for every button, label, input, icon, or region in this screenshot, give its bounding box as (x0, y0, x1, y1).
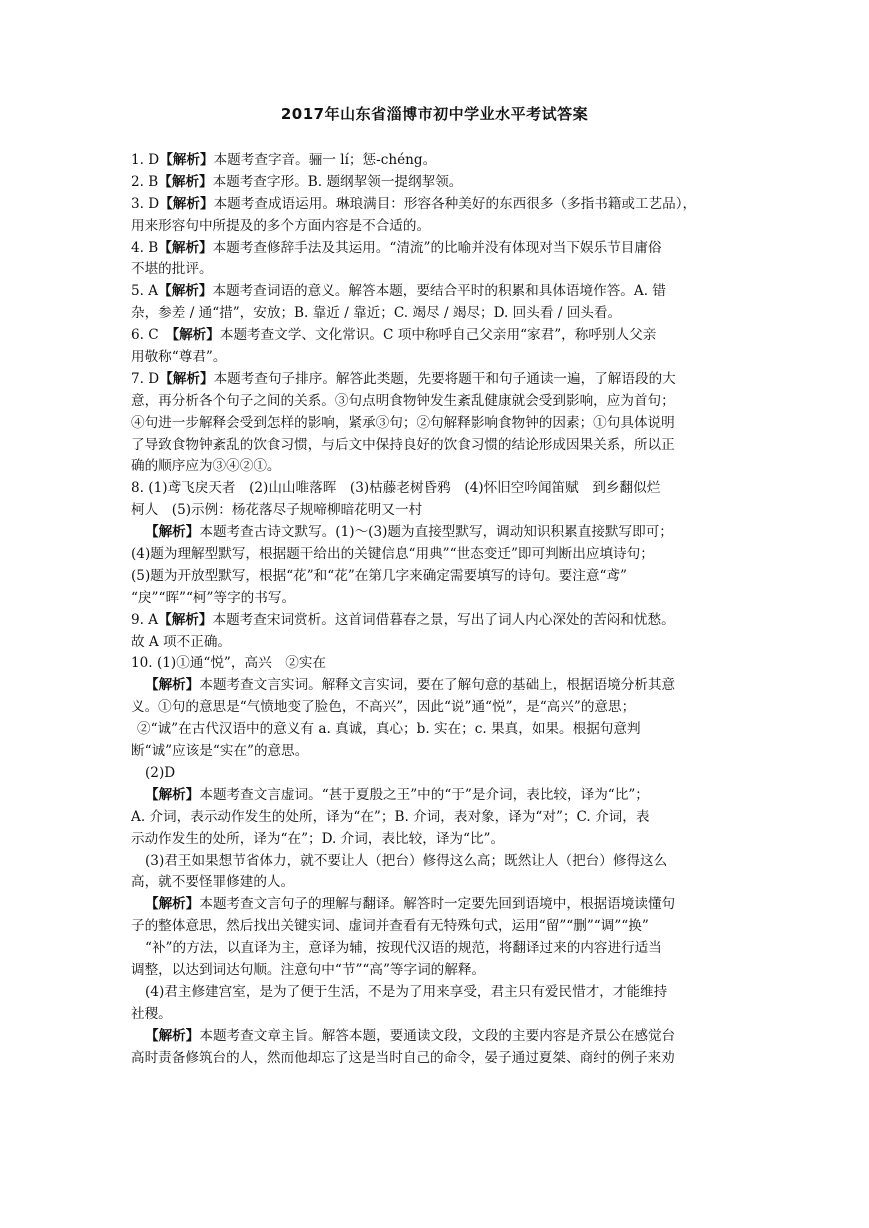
text-line (131, 719, 742, 741)
text-line (131, 478, 742, 500)
line-text: 不堪的批评。 (131, 261, 213, 278)
line-text: 了导致食物钟紊乱的饮食习惯，与后文中保持良好的饮食习惯的结论形成因果关系，所以正 (131, 436, 675, 453)
text-line (131, 785, 742, 807)
answer-body (131, 150, 742, 1069)
line-text: 本题考查句子排序。解答此类题，先要将题干和句子通读一遍，了解语段的大 (213, 370, 676, 387)
text-line (131, 653, 742, 675)
line-text: 本题考查文章主旨。解答本题，要通读文段，文段的主要内容是齐景公在感觉台 (199, 1027, 676, 1044)
line-text: 本题考查字形。B. 题纲挈领一提纲挈领。 (212, 173, 463, 190)
line-text: 意，再分析各个句子之间的关系。③句点明食物钟发生紊乱健康就会受到影响，应为首句； (131, 392, 675, 409)
text-line (131, 697, 742, 719)
page-title: 2017年山东省淄博市初中学业水平考试答案 (280, 105, 589, 123)
text-line (131, 500, 742, 522)
text-line (131, 1026, 742, 1048)
text-line (131, 675, 742, 697)
text-line (131, 807, 742, 829)
line-text: 本题考查修辞手法及其运用。“清流”的比喻并没有体现对当下娱乐节目庸俗 (212, 239, 662, 256)
text-line (131, 632, 742, 654)
question-number: 4. B (131, 239, 159, 256)
text-line (131, 894, 742, 916)
text-line (131, 216, 742, 238)
analysis-tag: 【解析】 (158, 173, 213, 190)
text-line (131, 741, 742, 763)
analysis-tag: 【解析】 (172, 327, 220, 344)
line-text: “戾”“晖”“柯”等字的书写。 (131, 589, 296, 606)
text-line (131, 281, 742, 303)
line-text: 用敬称“尊君”。 (131, 349, 227, 366)
analysis-tag: 【解析】 (158, 611, 213, 628)
text-line (131, 982, 742, 1004)
question-number: 7. D (131, 370, 160, 387)
line-text: 义。①句的意思是“气愤地变了脸色，不高兴”，因此“说”通“悦”，是“高兴”的意思； (131, 699, 636, 716)
analysis-tag: 【解析】 (145, 896, 200, 913)
line-text: 子的整体意思，然后找出关键实词、虚词并查看有无特殊句式，运用“留”“删”“调”“换” (131, 918, 649, 935)
text-line (131, 194, 742, 216)
line-text: 本题考查词语的意义。解答本题，要结合平时的积累和具体语境作答。A. 错 (212, 283, 666, 300)
line-text: (4)君主修建宫室，是为了便于生活，不是为了用来享受，君主只有爱民惜才，才能维持 (145, 983, 668, 1000)
text-line (131, 851, 742, 873)
text-line (131, 522, 742, 544)
line-text: 本题考查字音。骊一 lí；惩-chéng。 (213, 152, 437, 168)
line-text: 确的顺序应为③④②①。 (131, 458, 281, 475)
text-line (131, 413, 742, 435)
analysis-tag: 【解析】 (158, 239, 213, 256)
question-number: 3. D (131, 195, 160, 212)
line-text: (3)君王如果想节省体力，就不要让人（把台）修得这么高；既然让人（把台）修得这么 (145, 852, 668, 869)
line-text: 本题考查文言实词。解释文言实词，要在了解句意的基础上，根据语境分析其意 (199, 677, 676, 694)
line-text: 高时责备修筑台的人，然而他却忘了这是当时自己的命令，晏子通过夏桀、商纣的例子来劝 (131, 1049, 675, 1066)
line-text: “补”的方法，以直译为主，意译为辅，按现代汉语的规范，将翻译过来的内容进行适当 (145, 940, 662, 957)
text-line (131, 391, 742, 413)
line-text: 10. (1)①通“悦”，高兴 ②实在 (131, 655, 327, 672)
line-text: 社稷。 (131, 1005, 172, 1022)
text-line (131, 610, 742, 632)
line-text: 本题考查成语运用。琳琅满目：形容各种美好的东西很多（多指书籍或工艺品）， (213, 195, 697, 212)
question-number: 5. A (131, 283, 159, 300)
text-line (131, 259, 742, 281)
text-line (131, 150, 742, 172)
text-line (131, 1004, 742, 1026)
line-text: ②“诚”在古代汉语中的意义有 a. 真诚，真心；b. 实在；c. 果真，如果。根据句意判 (137, 721, 641, 738)
line-text: 本题考查宋词赏析。这首词借暮春之景，写出了词人内心深处的苦闷和忧愁。 (212, 611, 675, 628)
line-text: 示动作发生的处所，译为“在”；D. 介词，表比较，译为“比”。 (131, 830, 505, 847)
question-number: 9. A (131, 611, 159, 628)
analysis-tag: 【解析】 (158, 283, 213, 300)
line-text: 故 A 项不正确。 (131, 633, 232, 650)
question-number: 2. B (131, 173, 159, 190)
analysis-tag: 【解析】 (145, 786, 200, 803)
text-line (131, 960, 742, 982)
analysis-tag: 【解析】 (145, 1027, 200, 1044)
line-text: 调整，以达到词达句顺。注意句中“节”“高”等字词的解释。 (131, 961, 486, 978)
text-line (131, 435, 742, 457)
text-line (131, 1048, 742, 1070)
text-line (131, 938, 742, 960)
text-line (131, 172, 742, 194)
text-line (131, 763, 742, 785)
text-line (131, 588, 742, 610)
text-line (131, 347, 742, 369)
line-text: 本题考查古诗文默写。(1)～(3)题为直接型默写，调动知识积累直接默写即可； (199, 524, 673, 541)
question-number: 6. C (131, 327, 173, 344)
text-line (131, 238, 742, 260)
line-text: 用来形容句中所提及的多个方面内容是不合适的。 (131, 217, 431, 234)
line-text: 柯人 (5)示例：杨花落尽子规啼柳暗花明又一村 (131, 502, 423, 519)
text-line (131, 916, 742, 938)
text-line (131, 544, 742, 566)
line-text: (4)题为理解型默写，根据题干给出的关键信息“用典”“世态变迁”即可判断出应填诗句； (131, 546, 654, 563)
line-text: 高，就不要怪罪修建的人。 (131, 874, 295, 891)
analysis-tag: 【解析】 (159, 152, 214, 168)
line-text: (2)D (145, 764, 176, 781)
analysis-tag: 【解析】 (159, 195, 214, 212)
line-text: (5)题为开放型默写，根据“花”和“花”在第几字来确定需要填写的诗句。要注意“鸢” (131, 567, 627, 584)
question-number: 1. D (131, 152, 160, 168)
line-text: ④句进一步解释会受到怎样的影响，紧承③句；②句解释影响食物钟的因素；①句具体说明 (131, 414, 675, 431)
line-text: 本题考查文学、文化常识。C 项中称呼自己父亲用“家君”，称呼别人父亲 (219, 327, 657, 344)
analysis-tag: 【解析】 (145, 677, 200, 694)
line-text: 本题考查文言句子的理解与翻译。解答时一定要先回到语境中，根据语境读懂句 (199, 896, 676, 913)
text-line (131, 456, 742, 478)
line-text: A. 介词，表示动作发生的处所，译为“在”；B. 介词，表对象，译为“对”；C. 介词，表 (131, 808, 650, 825)
text-line (131, 369, 742, 391)
text-line (131, 303, 742, 325)
text-line (131, 325, 742, 347)
analysis-tag: 【解析】 (145, 524, 200, 541)
line-text: 本题考查文言虚词。“甚于夏殷之王”中的“于”是介词，表比较，译为“比”； (199, 786, 649, 803)
line-text: 8. (1)鸢飞戾天者 (2)山山唯落晖 (3)枯藤老树昏鸦 (4)怀旧空吟闻笛赋 到乡翻似烂 (131, 480, 661, 497)
line-text: 杂，参差 / 通“措”，安放；B. 靠近 / 靠近；C. 竭尽 / 竭尽；D. 回头看 / 回头看。 (131, 305, 622, 322)
analysis-tag: 【解析】 (159, 370, 214, 387)
text-line (131, 872, 742, 894)
text-line (131, 829, 742, 851)
line-text: 断“诚”应该是“实在”的意思。 (131, 743, 309, 760)
text-line (131, 566, 742, 588)
